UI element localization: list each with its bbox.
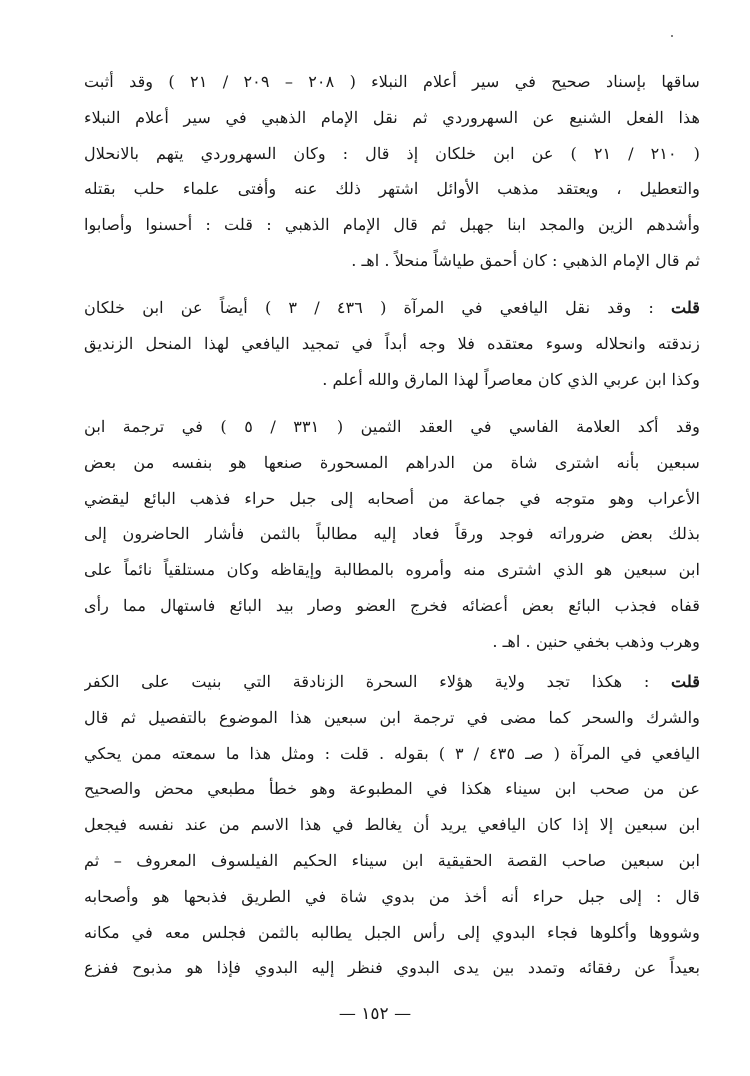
text-line: قفاه فجذب البائع بعض أعضائه فخرج العضو وصار بيد البائع فاستهال مما رأى	[84, 595, 700, 615]
text-line: اليافعي في المرآة ( صـ ٤٣٥ / ٣ ) بقوله . قلت : ومثل هذا ما سمعته ممن يحكي	[84, 743, 700, 763]
text-line: قال : إلى جبل حراء أنه أخذ من بدوي شاة في الطريق فذبحها هو وأصحابه	[84, 886, 700, 906]
text-line: وكذا ابن عربي الذي كان معاصراً لهذا المارق والله أعلم .	[322, 369, 700, 389]
text-line: وشووها وأكلوها فجاء البدوي إلى رأس الجبل يطالبه بالثمن فجلس معه في مكانه	[84, 922, 700, 942]
text-line: والتعطيل ، ويعتقد مذهب الأوائل اشتهر ذلك عنه وأفتى علماء حلب بقتله	[84, 179, 700, 199]
paragraph-label: قلت	[671, 298, 700, 317]
text-line: هذا الفعل الشنيع عن السهروردي ثم نقل الإمام الذهبي في سير أعلام النبلاء	[84, 107, 700, 127]
paragraph-3	[84, 409, 700, 660]
text-line: زندقته وانحلاله وسوء معتقده فلا وجه أبداً في تمجيد اليافعي لهذا المنحل الزنديق	[84, 333, 700, 353]
text-line: عن من صحب ابن سيناء هكذا في المطبوعة وهو خطأ مطبعي محض والصحيح	[84, 779, 700, 799]
text-line: سبعين بأنه اشترى شاة من الدراهم المسحورة صنعها هو بنفسه من بعض	[84, 452, 700, 472]
text-line-with-label	[84, 290, 700, 326]
paragraph-4	[84, 664, 700, 986]
text-line: والشرك والسحر كما مضى في ترجمة ابن سبعين هذا الموضوع بالتفصيل ثم قال	[84, 707, 700, 727]
text-line: : هكذا تجد ولاية هؤلاء السحرة الزنادقة التي بنيت على الكفر	[84, 672, 671, 691]
text-line: الأعراب وهو متوجه في جماعة من أصحابه إلى جبل حراء فذهب البائع ليقضي	[84, 488, 700, 508]
scan-speck	[671, 35, 673, 37]
paragraph-label: قلت	[671, 672, 700, 691]
text-line: ثم قال الإمام الذهبي : كان أحمق طياشاً منحلاً . اهـ .	[351, 250, 700, 270]
text-line: بعيداً عن رفقائه وتمدد بين يدى البدوي فنظر إليه البدوي فإذا هو مذبوح ففزع	[84, 958, 700, 978]
text-line-with-label	[84, 664, 700, 700]
paragraph-2	[84, 290, 700, 397]
text-line: وهرب وذهب بخفي حنين . اهـ .	[492, 631, 700, 651]
text-line: بذلك بعض ضروراته فوجد ورقاً فعاد إليه مطالباً بالثمن فأشار الحاضرون إلى	[84, 524, 700, 544]
text-line: ابن سبعين هو الذي اشترى منه وأمروه بالمطالبة وإيقاظه وكان مستلقياً نائماً على	[84, 560, 700, 580]
text-line: : وقد نقل اليافعي في المرآة ( ٤٣٦ / ٣ ) أيضاً عن ابن خلكان	[84, 298, 672, 317]
text-line: ( ٢١٠ / ٢١ ) عن ابن خلكان إذ قال : وكان السهروردي يتهم بالانحلال	[84, 143, 700, 163]
text-line: ابن سبعين إلا إذا كان اليافعي يريد أن يغالط في هذا الاسم من عند نفسه فيجعل	[84, 815, 700, 835]
text-line: ابن سبعين صاحب القصة الحقيقية ابن سيناء الحكيم الفيلسوف المعروف – ثم	[84, 850, 700, 870]
paragraph-1	[84, 64, 700, 279]
text-line: ساقها بإسناد صحيح في سير أعلام النبلاء ( ٢٠٨ – ٢٠٩ / ٢١ ) وقد أثبت	[84, 72, 700, 91]
text-line: وقد أكد العلامة الفاسي في العقد الثمين ( ٣٣١ / ٥ ) في ترجمة ابن	[84, 417, 700, 436]
text-line: وأشدهم الزين والمجد ابنا جهبل ثم قال الإمام الذهبي : قلت : أحسنوا وأصابوا	[84, 215, 700, 235]
page-number: — ١٥٢ —	[338, 1004, 412, 1024]
